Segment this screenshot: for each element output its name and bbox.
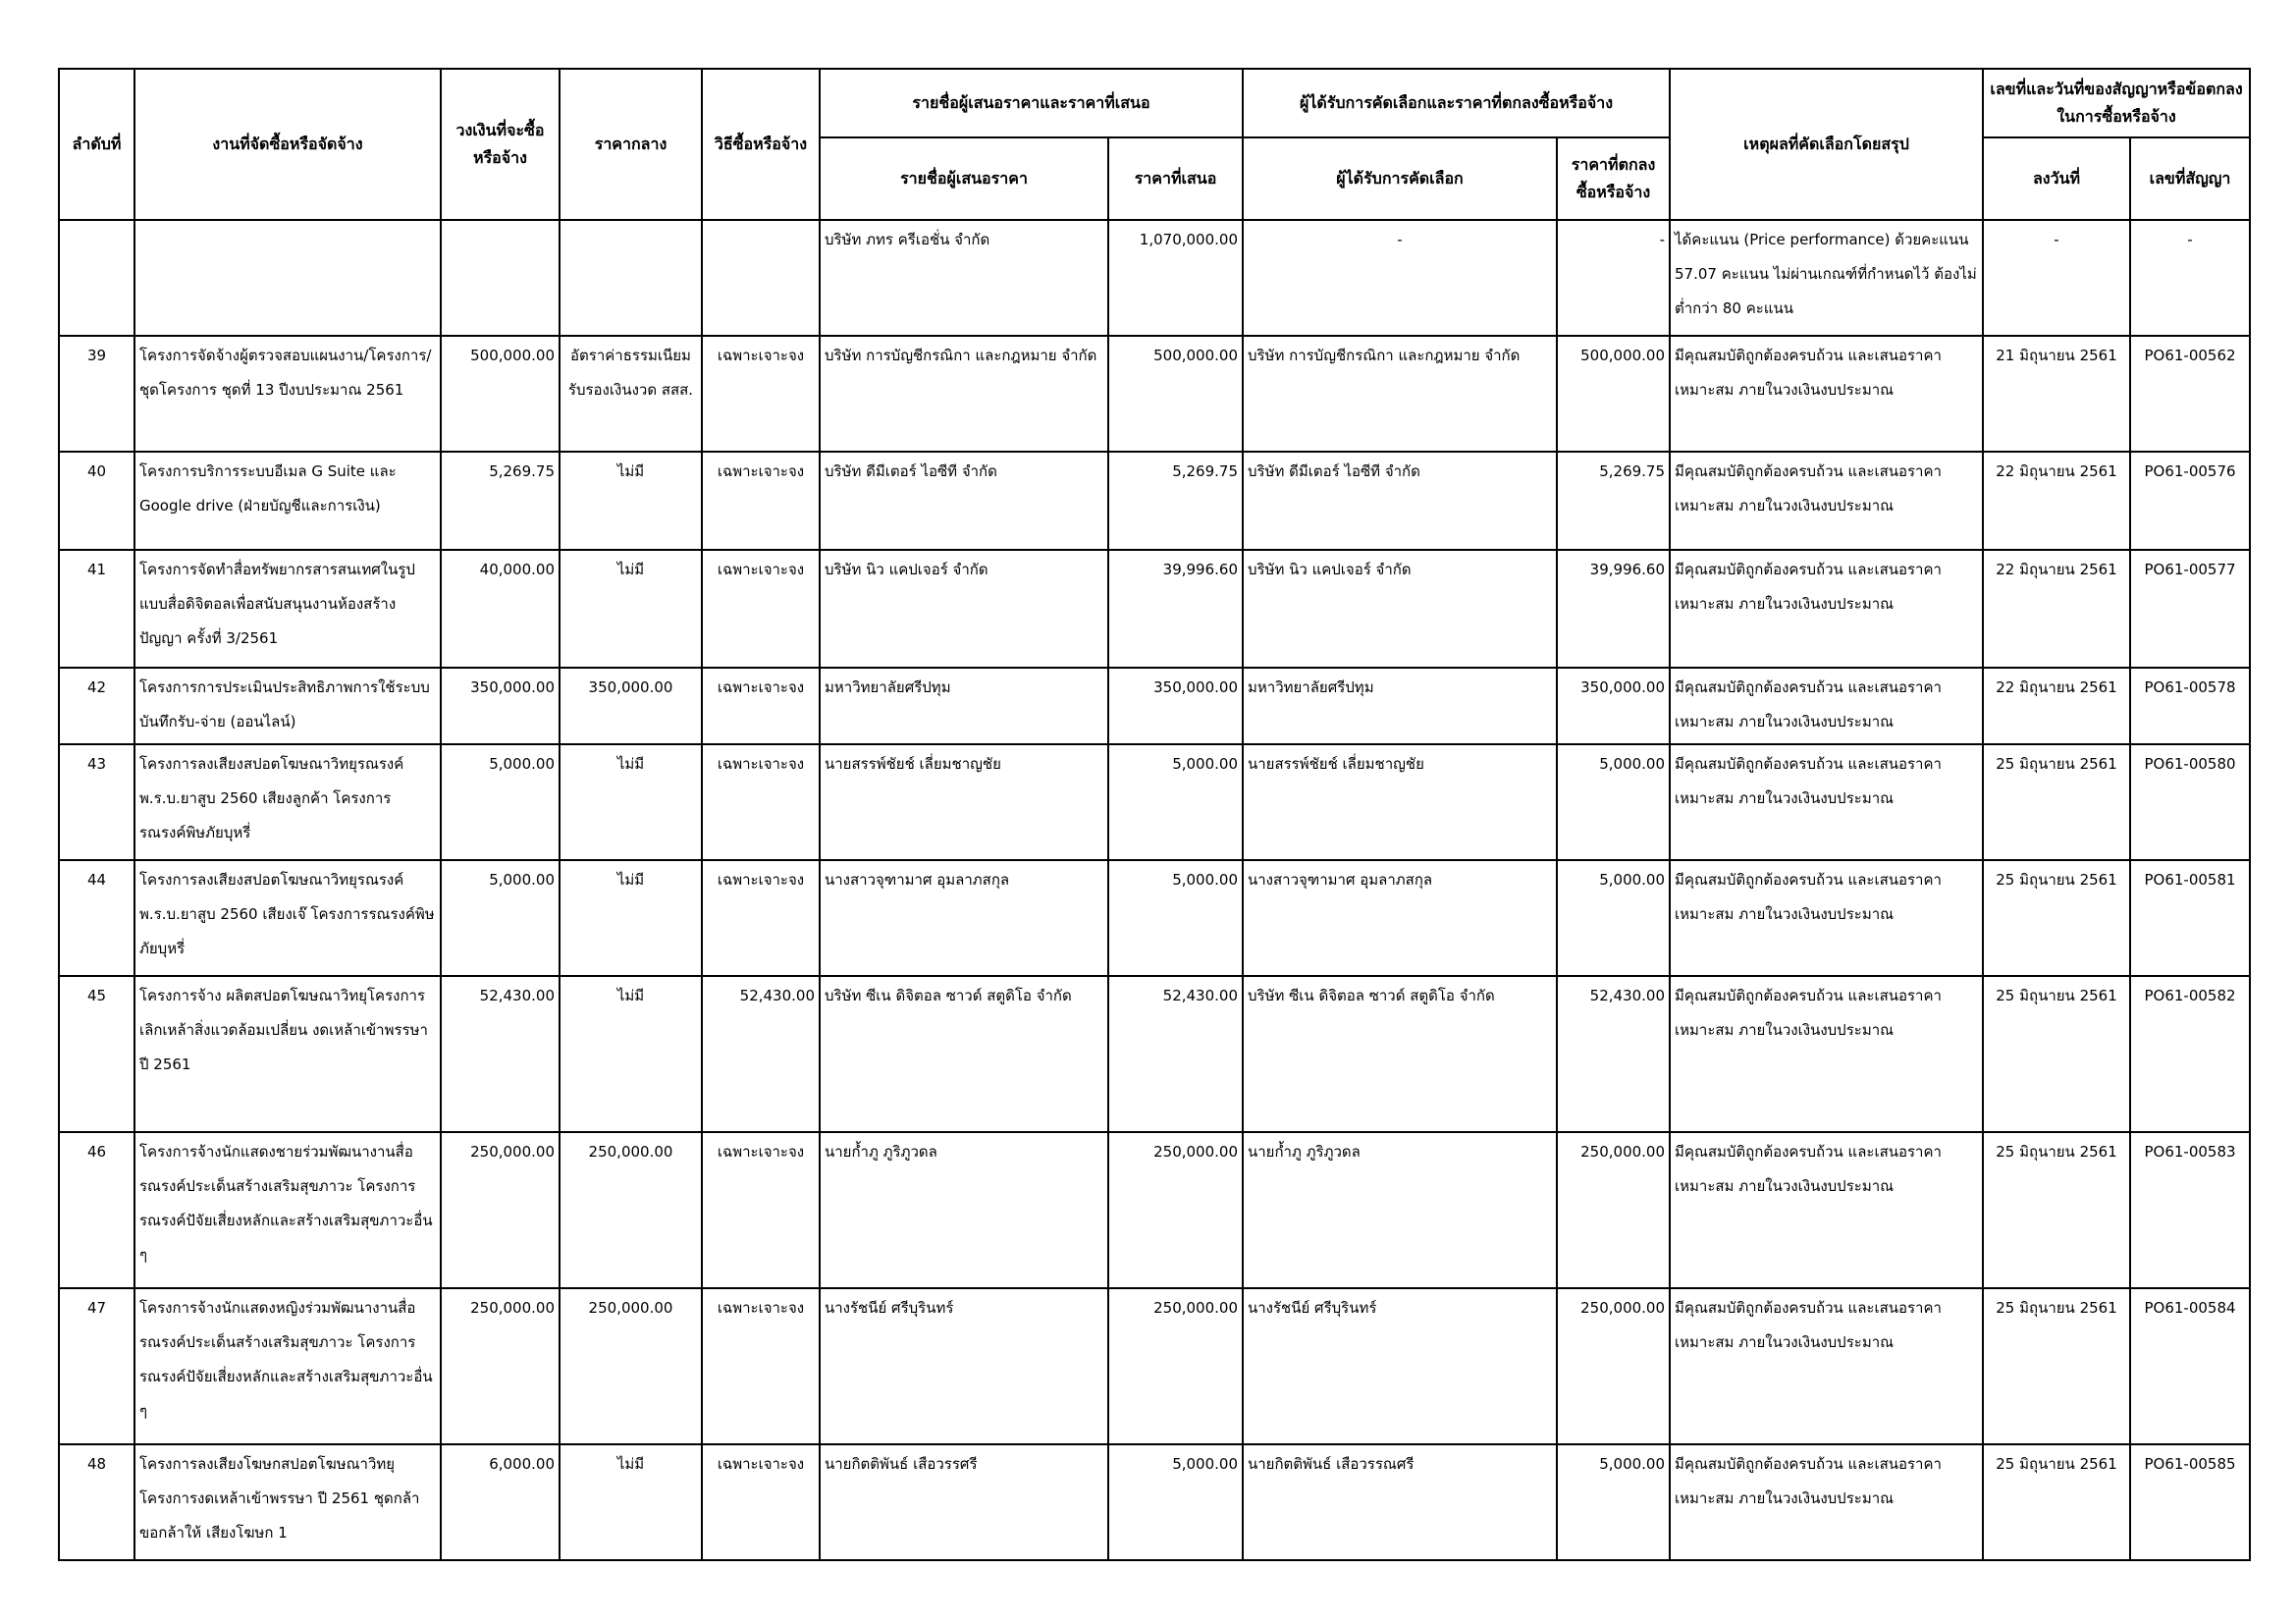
cell-agreed-price: 5,000.00 xyxy=(1557,860,1670,976)
cell-bid-price: 39,996.60 xyxy=(1108,550,1243,668)
table-row xyxy=(59,1444,2250,1560)
cell-reason: มีคุณสมบัติถูกต้องครบถ้วน และเสนอราคาเหมาะสม ภายในวงเงินงบประมาณ xyxy=(1670,1444,1983,1560)
cell-no: 45 xyxy=(59,976,134,1132)
table-row xyxy=(59,1288,2250,1444)
header-method: วิธีซื้อหรือจ้าง xyxy=(702,69,820,220)
table-row xyxy=(59,220,2250,336)
table-row xyxy=(59,336,2250,452)
cell-contract-date: 22 มิถุนายน 2561 xyxy=(1983,550,2130,668)
cell-median-price: ไม่มี xyxy=(560,860,702,976)
header-no: ลำดับที่ xyxy=(59,69,134,220)
cell-method xyxy=(702,220,820,336)
table-row xyxy=(59,668,2250,744)
table-row xyxy=(59,550,2250,668)
cell-bidder-name: บริษัท ดีมีเตอร์ ไอซีที จำกัด xyxy=(820,452,1108,550)
cell-work: โครงการลงเสียงสปอตโฆษณาวิทยุรณรงค์ พ.ร.บ.ยาสูบ 2560 เสียงเจ๊ โครงการรณรงค์พิษภัยบุหรี่ xyxy=(134,860,441,976)
cell-budget: 52,430.00 xyxy=(441,976,560,1132)
header-selected-name: ผู้ได้รับการคัดเลือก xyxy=(1243,137,1557,220)
cell-contract-no: PO61-00581 xyxy=(2130,860,2250,976)
cell-work: โครงการลงเสียงสปอตโฆษณาวิทยุรณรงค์ พ.ร.บ.ยาสูบ 2560 เสียงลูกค้า โครงการรณรงค์พิษภัยบุหรี่ xyxy=(134,744,441,860)
cell-agreed-price: - xyxy=(1557,220,1670,336)
cell-agreed-price: 5,269.75 xyxy=(1557,452,1670,550)
cell-no: 40 xyxy=(59,452,134,550)
cell-selected-name: บริษัท นิว แคปเจอร์ จำกัด xyxy=(1243,550,1557,668)
cell-method: เฉพาะเจาะจง xyxy=(702,1444,820,1560)
cell-method: เฉพาะเจาะจง xyxy=(702,1132,820,1288)
cell-bid-price: 250,000.00 xyxy=(1108,1132,1243,1288)
cell-contract-date: 25 มิถุนายน 2561 xyxy=(1983,1132,2130,1288)
cell-no: 41 xyxy=(59,550,134,668)
table-row xyxy=(59,1132,2250,1288)
header-contract-date: ลงวันที่ xyxy=(1983,137,2130,220)
cell-agreed-price: 350,000.00 xyxy=(1557,668,1670,744)
cell-no: 48 xyxy=(59,1444,134,1560)
cell-bidder-name: บริษัท ภทร ครีเอชั่น จำกัด xyxy=(820,220,1108,336)
cell-no: 42 xyxy=(59,668,134,744)
header-work: งานที่จัดซื้อหรือจัดจ้าง xyxy=(134,69,441,220)
cell-bid-price: 5,269.75 xyxy=(1108,452,1243,550)
cell-work: โครงการการประเมินประสิทธิภาพการใช้ระบบบันทึกรับ-จ่าย (ออนไลน์) xyxy=(134,668,441,744)
cell-budget xyxy=(441,220,560,336)
cell-work: โครงการจ้างนักแสดงชายร่วมพัฒนางานสื่อรณรงค์ประเด็นสร้างเสริมสุขภาวะ โครงการรณรงค์ปัจัยเสี่ยงหลักและสร้างเสริมสุขภาวะอื่น ๆ xyxy=(134,1132,441,1288)
cell-bidder-name: นางรัชนีย์ ศรีบุรินทร์ xyxy=(820,1288,1108,1444)
cell-selected-name: มหาวิทยาลัยศรีปทุม xyxy=(1243,668,1557,744)
cell-bidder-name: นางสาวจุฑามาศ อุมลาภสกุล xyxy=(820,860,1108,976)
cell-selected-name: นายก้ำภู ภูริภูวดล xyxy=(1243,1132,1557,1288)
cell-reason: มีคุณสมบัติถูกต้องครบถ้วน และเสนอราคาเหมาะสม ภายในวงเงินงบประมาณ xyxy=(1670,1288,1983,1444)
cell-reason: มีคุณสมบัติถูกต้องครบถ้วน และเสนอราคาเหมาะสม ภายในวงเงินงบประมาณ xyxy=(1670,452,1983,550)
cell-contract-no: PO61-00577 xyxy=(2130,550,2250,668)
cell-median-price: ไม่มี xyxy=(560,976,702,1132)
header-contract-group: เลขที่และวันที่ของสัญญาหรือข้อตกลงในการซื้อหรือจ้าง xyxy=(1983,69,2250,137)
cell-agreed-price: 5,000.00 xyxy=(1557,1444,1670,1560)
header-bid-price: ราคาที่เสนอ xyxy=(1108,137,1243,220)
table-body xyxy=(59,220,2250,1560)
cell-bid-price: 5,000.00 xyxy=(1108,744,1243,860)
cell-reason: ได้คะแนน (Price performance) ด้วยคะแนน 57.07 คะแนน ไม่ผ่านเกณฑ์ที่กำหนดไว้ ต้องไม่ต่ำกว่า 80 คะแนน xyxy=(1670,220,1983,336)
cell-selected-name: บริษัท ซีเน ดิจิตอล ซาวด์ สตูดิโอ จำกัด xyxy=(1243,976,1557,1132)
cell-budget: 350,000.00 xyxy=(441,668,560,744)
cell-contract-date: - xyxy=(1983,220,2130,336)
cell-median-price: อัตราค่าธรรมเนียมรับรองเงินงวด สสส. xyxy=(560,336,702,452)
cell-median-price: ไม่มี xyxy=(560,1444,702,1560)
cell-agreed-price: 39,996.60 xyxy=(1557,550,1670,668)
cell-median-price: 250,000.00 xyxy=(560,1288,702,1444)
cell-method: 52,430.00 xyxy=(702,976,820,1132)
header-selected-group: ผู้ได้รับการคัดเลือกและราคาที่ตกลงซื้อหรือจ้าง xyxy=(1243,69,1670,137)
cell-bidder-name: นายก้ำภู ภูริภูวดล xyxy=(820,1132,1108,1288)
cell-contract-date: 22 มิถุนายน 2561 xyxy=(1983,668,2130,744)
cell-reason: มีคุณสมบัติถูกต้องครบถ้วน และเสนอราคาเหมาะสม ภายในวงเงินงบประมาณ xyxy=(1670,336,1983,452)
cell-bid-price: 52,430.00 xyxy=(1108,976,1243,1132)
cell-method: เฉพาะเจาะจง xyxy=(702,1288,820,1444)
header-budget: วงเงินที่จะซื้อหรือจ้าง xyxy=(441,69,560,220)
cell-reason: มีคุณสมบัติถูกต้องครบถ้วน และเสนอราคาเหมาะสม ภายในวงเงินงบประมาณ xyxy=(1670,550,1983,668)
cell-bid-price: 250,000.00 xyxy=(1108,1288,1243,1444)
cell-agreed-price: 250,000.00 xyxy=(1557,1132,1670,1288)
cell-bid-price: 5,000.00 xyxy=(1108,860,1243,976)
cell-contract-date: 25 มิถุนายน 2561 xyxy=(1983,860,2130,976)
cell-agreed-price: 500,000.00 xyxy=(1557,336,1670,452)
cell-reason: มีคุณสมบัติถูกต้องครบถ้วน และเสนอราคาเหมาะสม ภายในวงเงินงบประมาณ xyxy=(1670,1132,1983,1288)
cell-bidder-name: บริษัท การบัญชีกรณิกา และกฎหมาย จำกัด xyxy=(820,336,1108,452)
cell-selected-name: นายสรรพ์ชัยช์ เลี่ยมชาญชัย xyxy=(1243,744,1557,860)
cell-no: 47 xyxy=(59,1288,134,1444)
header-bidders-group: รายชื่อผู้เสนอราคาและราคาที่เสนอ xyxy=(820,69,1243,137)
procurement-table xyxy=(58,68,2251,1561)
cell-selected-name: บริษัท การบัญชีกรณิกา และกฎหมาย จำกัด xyxy=(1243,336,1557,452)
cell-work: โครงการบริการระบบอีเมล G Suite และ Google drive (ฝ่ายบัญชีและการเงิน) xyxy=(134,452,441,550)
cell-agreed-price: 5,000.00 xyxy=(1557,744,1670,860)
cell-agreed-price: 52,430.00 xyxy=(1557,976,1670,1132)
cell-method: เฉพาะเจาะจง xyxy=(702,452,820,550)
cell-work xyxy=(134,220,441,336)
cell-bidder-name: มหาวิทยาลัยศรีปทุม xyxy=(820,668,1108,744)
cell-method: เฉพาะเจาะจง xyxy=(702,336,820,452)
cell-contract-no: PO61-00584 xyxy=(2130,1288,2250,1444)
cell-bidder-name: นายกิตติพันธ์ เสือวรรศรี xyxy=(820,1444,1108,1560)
table-row xyxy=(59,860,2250,976)
header-contract-no: เลขที่สัญญา xyxy=(2130,137,2250,220)
table-header xyxy=(59,69,2250,220)
cell-contract-no: PO61-00562 xyxy=(2130,336,2250,452)
cell-no: 43 xyxy=(59,744,134,860)
cell-reason: มีคุณสมบัติถูกต้องครบถ้วน และเสนอราคาเหมาะสม ภายในวงเงินงบประมาณ xyxy=(1670,744,1983,860)
cell-budget: 250,000.00 xyxy=(441,1132,560,1288)
cell-method: เฉพาะเจาะจง xyxy=(702,668,820,744)
cell-agreed-price: 250,000.00 xyxy=(1557,1288,1670,1444)
cell-contract-no: PO61-00582 xyxy=(2130,976,2250,1132)
cell-bidder-name: บริษัท ซีเน ดิจิตอล ซาวด์ สตูดิโอ จำกัด xyxy=(820,976,1108,1132)
table-row xyxy=(59,976,2250,1132)
cell-bid-price: 500,000.00 xyxy=(1108,336,1243,452)
table-row xyxy=(59,452,2250,550)
cell-selected-name: บริษัท ดีมีเตอร์ ไอซีที จำกัด xyxy=(1243,452,1557,550)
cell-contract-date: 25 มิถุนายน 2561 xyxy=(1983,1444,2130,1560)
cell-median-price: 350,000.00 xyxy=(560,668,702,744)
cell-budget: 40,000.00 xyxy=(441,550,560,668)
cell-contract-no: PO61-00576 xyxy=(2130,452,2250,550)
cell-median-price: ไม่มี xyxy=(560,744,702,860)
cell-bidder-name: บริษัท นิว แคปเจอร์ จำกัด xyxy=(820,550,1108,668)
cell-bidder-name: นายสรรพ์ชัยช์ เลี่ยมชาญชัย xyxy=(820,744,1108,860)
cell-contract-date: 22 มิถุนายน 2561 xyxy=(1983,452,2130,550)
header-median-price: ราคากลาง xyxy=(560,69,702,220)
cell-contract-date: 25 มิถุนายน 2561 xyxy=(1983,1288,2130,1444)
cell-work: โครงการจ้าง ผลิตสปอตโฆษณาวิทยุโครงการเลิกเหล้าสิ่งแวดล้อมเปลี่ยน งดเหล้าเข้าพรรษา ปี 2561 xyxy=(134,976,441,1132)
cell-reason: มีคุณสมบัติถูกต้องครบถ้วน และเสนอราคาเหมาะสม ภายในวงเงินงบประมาณ xyxy=(1670,668,1983,744)
cell-method: เฉพาะเจาะจง xyxy=(702,550,820,668)
cell-reason: มีคุณสมบัติถูกต้องครบถ้วน และเสนอราคาเหมาะสม ภายในวงเงินงบประมาณ xyxy=(1670,860,1983,976)
cell-work: โครงการจัดจ้างผู้ตรวจสอบแผนงาน/โครงการ/ชุดโครงการ ชุดที่ 13 ปีงบประมาณ 2561 xyxy=(134,336,441,452)
cell-method: เฉพาะเจาะจง xyxy=(702,744,820,860)
table-row xyxy=(59,744,2250,860)
cell-no xyxy=(59,220,134,336)
cell-bid-price: 5,000.00 xyxy=(1108,1444,1243,1560)
cell-contract-date: 25 มิถุนายน 2561 xyxy=(1983,976,2130,1132)
cell-no: 44 xyxy=(59,860,134,976)
header-reason: เหตุผลที่คัดเลือกโดยสรุป xyxy=(1670,69,1983,220)
cell-budget: 5,000.00 xyxy=(441,744,560,860)
cell-budget: 5,000.00 xyxy=(441,860,560,976)
cell-bid-price: 1,070,000.00 xyxy=(1108,220,1243,336)
cell-no: 39 xyxy=(59,336,134,452)
header-agreed-price: ราคาที่ตกลงซื้อหรือจ้าง xyxy=(1557,137,1670,220)
cell-selected-name: นางรัชนีย์ ศรีบุรินทร์ xyxy=(1243,1288,1557,1444)
cell-median-price: ไม่มี xyxy=(560,550,702,668)
cell-selected-name: นายกิตติพันธ์ เสือวรรณศรี xyxy=(1243,1444,1557,1560)
cell-budget: 6,000.00 xyxy=(441,1444,560,1560)
cell-contract-no: PO61-00578 xyxy=(2130,668,2250,744)
cell-selected-name: - xyxy=(1243,220,1557,336)
cell-bid-price: 350,000.00 xyxy=(1108,668,1243,744)
cell-median-price: ไม่มี xyxy=(560,452,702,550)
cell-work: โครงการจัดทำสื่อทรัพยากรสารสนเทศในรูปแบบสื่อดิจิตอลเพื่อสนับสนุนงานห้องสร้างปัญญา ครั้งที่ 3/2561 xyxy=(134,550,441,668)
cell-median-price: 250,000.00 xyxy=(560,1132,702,1288)
cell-contract-no: - xyxy=(2130,220,2250,336)
header-bidder-name: รายชื่อผู้เสนอราคา xyxy=(820,137,1108,220)
cell-contract-no: PO61-00580 xyxy=(2130,744,2250,860)
cell-median-price xyxy=(560,220,702,336)
cell-contract-no: PO61-00583 xyxy=(2130,1132,2250,1288)
cell-work: โครงการลงเสียงโฆษกสปอตโฆษณาวิทยุ โครงการงดเหล้าเข้าพรรษา ปี 2561 ชุดกล้าขอกล้าให้ เสียงโฆษก 1 xyxy=(134,1444,441,1560)
cell-contract-no: PO61-00585 xyxy=(2130,1444,2250,1560)
cell-contract-date: 21 มิถุนายน 2561 xyxy=(1983,336,2130,452)
cell-contract-date: 25 มิถุนายน 2561 xyxy=(1983,744,2130,860)
cell-budget: 5,269.75 xyxy=(441,452,560,550)
cell-work: โครงการจ้างนักแสดงหญิงร่วมพัฒนางานสื่อรณรงค์ประเด็นสร้างเสริมสุขภาวะ โครงการรณรงค์ปัจัยเสี่ยงหลักและสร้างเสริมสุขภาวะอื่น ๆ xyxy=(134,1288,441,1444)
cell-no: 46 xyxy=(59,1132,134,1288)
cell-reason: มีคุณสมบัติถูกต้องครบถ้วน และเสนอราคาเหมาะสม ภายในวงเงินงบประมาณ xyxy=(1670,976,1983,1132)
cell-selected-name: นางสาวจุฑามาศ อุมลาภสกุล xyxy=(1243,860,1557,976)
cell-budget: 500,000.00 xyxy=(441,336,560,452)
cell-budget: 250,000.00 xyxy=(441,1288,560,1444)
cell-method: เฉพาะเจาะจง xyxy=(702,860,820,976)
